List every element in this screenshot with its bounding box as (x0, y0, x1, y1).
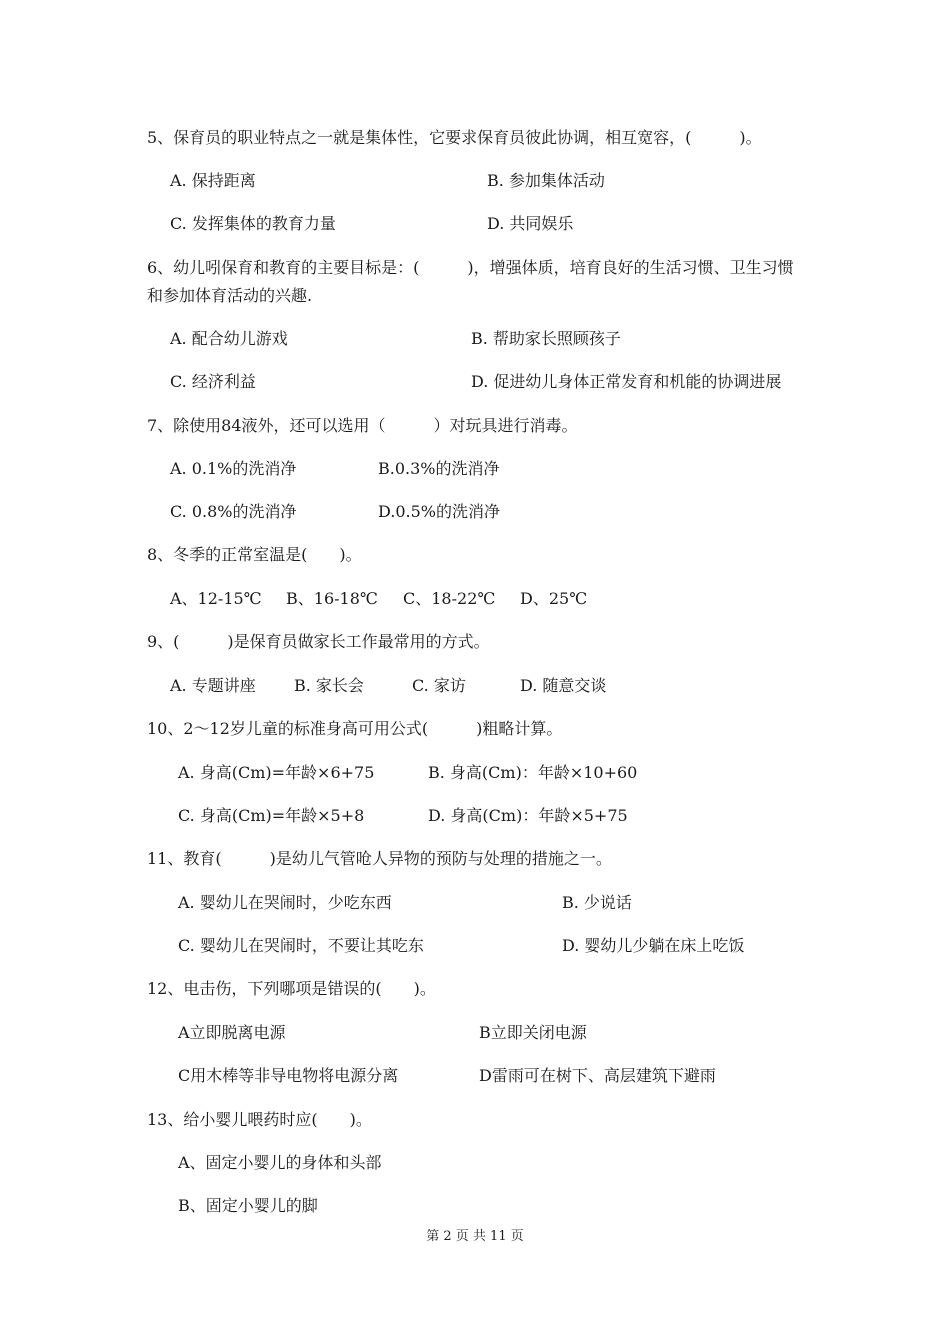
question-11-text: 11、教育( )是幼儿气管呛人异物的预防与处理的措施之一。 (147, 849, 612, 868)
question-10-option-a: A. 身高(Cm)=年龄×6+75 (178, 763, 375, 782)
question-12-option-a: A立即脱离电源 (178, 1023, 286, 1042)
question-5-option-d: D. 共同娱乐 (487, 214, 574, 233)
question-8-text: 8、冬季的正常室温是( )。 (147, 545, 362, 564)
question-12-option-b: B立即关闭电源 (479, 1023, 587, 1042)
question-13-text: 13、给小婴儿喂药时应( )。 (147, 1110, 372, 1129)
question-9-option-c: C. 家访 (412, 676, 466, 695)
question-9-option-b: B. 家长会 (294, 676, 364, 695)
question-5-option-b: B. 参加集体活动 (487, 171, 605, 190)
question-8-option-a: A、12-15℃ (170, 589, 262, 608)
question-5-text: 5、保育员的职业特点之一就是集体性，它要求保育员彼此协调，相互宽容，( )。 (147, 128, 762, 147)
question-6-text-line-2: 和参加体育活动的兴趣. (147, 286, 313, 305)
question-8-option-d: D、25℃ (520, 589, 588, 608)
question-7-option-c: C. 0.8%的洗消净 (170, 502, 297, 521)
question-5-option-a: A. 保持距离 (170, 171, 256, 190)
question-13-option-b: B、固定小婴儿的脚 (178, 1196, 318, 1215)
question-7-option-a: A. 0.1%的洗消净 (170, 459, 297, 478)
question-9-text: 9、( )是保育员做家长工作最常用的方式。 (147, 632, 490, 651)
question-7-text: 7、除使用84液外，还可以选用（ ）对玩具进行消毒。 (147, 416, 578, 435)
question-7-option-d: D.0.5%的洗消净 (378, 502, 500, 521)
question-6-text-line-1: 6、幼儿吲保育和教育的主要目标是：( )，增强体质，培育良好的生活习惯、卫生习惯 (147, 258, 794, 277)
question-12-text: 12、电击伤，下列哪项是错误的( )。 (147, 979, 436, 998)
question-13-option-a: A、固定小婴儿的身体和头部 (178, 1153, 382, 1172)
question-7-option-b: B.0.3%的洗消净 (378, 459, 500, 478)
question-6-option-d: D. 促进幼儿身体正常发育和机能的协调进展 (471, 372, 782, 391)
question-10-option-b: B. 身高(Cm)：年龄×10+60 (428, 763, 638, 782)
question-6-option-c: C. 经济利益 (170, 372, 256, 391)
question-10-text: 10、2～12岁儿童的标准身高可用公式( )粗略计算。 (147, 719, 563, 738)
question-8-option-c: C、18-22℃ (403, 589, 496, 608)
question-6-option-b: B. 帮助家长照顾孩子 (471, 329, 621, 348)
question-11-option-d: D. 婴幼儿少躺在床上吃饭 (562, 936, 745, 955)
question-8-option-b: B、16-18℃ (286, 589, 378, 608)
question-12-option-d: D雷雨可在树下、高层建筑下避雨 (479, 1066, 716, 1085)
question-10-option-d: D. 身高(Cm)：年龄×5+75 (428, 806, 628, 825)
question-9-option-d: D. 随意交谈 (520, 676, 607, 695)
question-11-option-b: B. 少说话 (562, 893, 632, 912)
page-number-footer: 第 2 页 共 11 页 (426, 1229, 524, 1244)
question-5-option-c: C. 发挥集体的教育力量 (170, 214, 336, 233)
question-11-option-a: A. 婴幼儿在哭闹时，少吃东西 (178, 893, 392, 912)
question-12-option-c: C用木棒等非导电物将电源分离 (178, 1066, 399, 1085)
question-9-option-a: A. 专题讲座 (170, 676, 256, 695)
question-6-option-a: A. 配合幼儿游戏 (170, 329, 288, 348)
question-11-option-c: C. 婴幼儿在哭闹时，不要让其吃东 (178, 936, 424, 955)
question-10-option-c: C. 身高(Cm)=年龄×5+8 (178, 806, 365, 825)
